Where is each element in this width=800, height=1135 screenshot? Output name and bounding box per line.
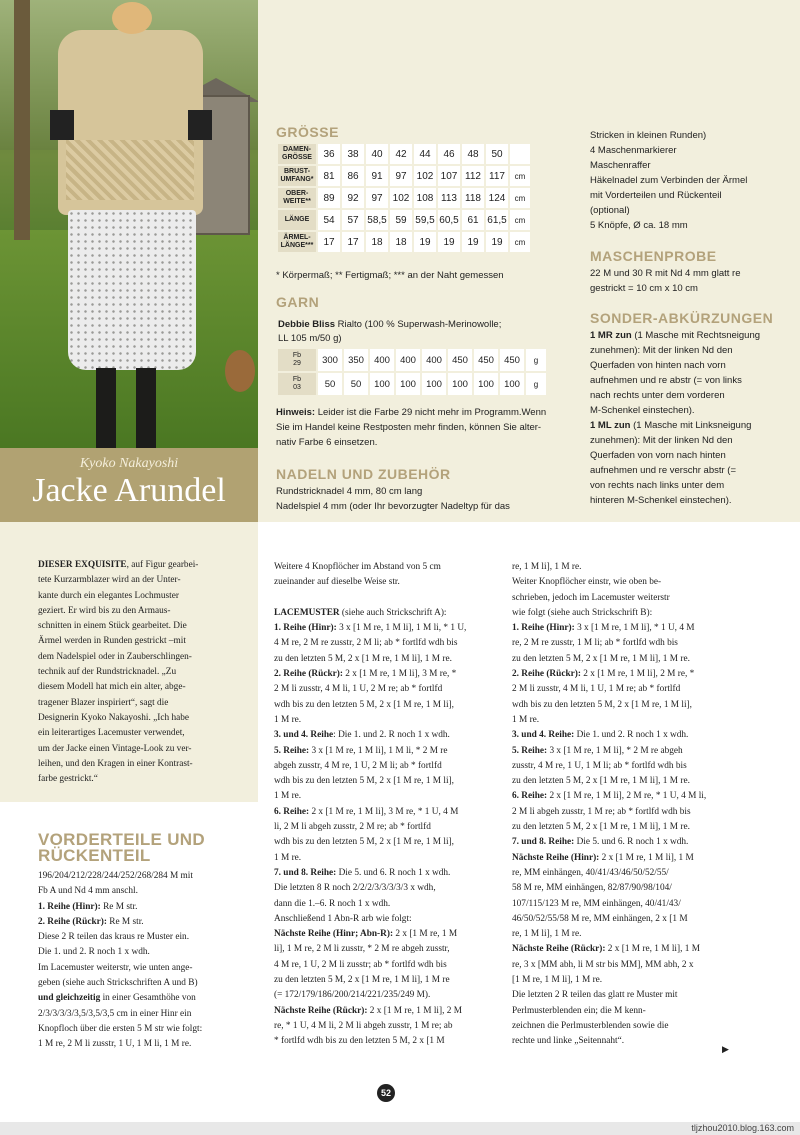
text-line: Weitere 4 Knopflöcher im Abstand von 5 cm — [274, 562, 441, 572]
table-cell: 117 — [486, 166, 508, 186]
table-cell: 48 — [462, 144, 484, 164]
gauge-heading: MASCHENPROBE — [590, 248, 717, 264]
text-line: leihen, und den Kragen in einer Kontrast- — [38, 758, 193, 769]
table-cell: 61,5 — [486, 210, 508, 230]
section-heading: VORDERTEILE UND RÜCKENTEIL — [38, 830, 205, 865]
table-row — [278, 166, 530, 186]
text-line: 3. und 4. Reihe: Die 1. und 2. R noch 1 x wdh. — [512, 730, 689, 741]
yarn-table — [276, 347, 548, 397]
unit-cell: cm — [510, 232, 530, 252]
text-line: Die 1. und 2. R noch 1 x wdh. — [38, 947, 150, 958]
row-label: ÄRMEL- LÄNGE*** — [278, 232, 316, 252]
table-cell: 300 — [318, 349, 342, 371]
text-line: zunehmen): Mit der linken Nd den — [590, 435, 733, 446]
table-cell: 124 — [486, 188, 508, 208]
needles-heading: NADELN UND ZUBEHÖR — [276, 466, 451, 482]
row-label: LÄNGE — [278, 210, 316, 230]
text-line: geziert. Er wird bis zu den Armaus- — [38, 605, 171, 616]
table-cell: 60,5 — [438, 210, 460, 230]
text-line: Knopfloch über die ersten 5 M str wie folgt: — [38, 1023, 203, 1034]
table-cell: 50 — [318, 373, 342, 395]
text-line: zueinander auf dieselbe Weise str. — [274, 577, 400, 588]
table-cell: 112 — [462, 166, 484, 186]
text-line: Nächste Reihe (Rückr): 2 x [1 M re, 1 M li], 2 M — [274, 1005, 462, 1016]
text-line: dem Nadelspiel oder in Zauberschlingen- — [38, 651, 192, 662]
table-cell: 81 — [318, 166, 340, 186]
unit-cell — [510, 144, 530, 164]
text-line: 3. und 4. Reihe: Die 1. und 2. R noch 1 x wdh. — [274, 730, 450, 741]
text-line: und gleichzeitig in einer Gesamthöhe von — [38, 993, 196, 1004]
table-cell: 61 — [462, 210, 484, 230]
table-cell: 57 — [342, 210, 364, 230]
text-line: zu den letzten 5 M, 2 x [1 M re, 1 M li], 1 M re. — [512, 776, 690, 787]
text-line: nach rechts unter dem vorderen — [590, 390, 725, 401]
text-line: 2. Reihe (Rückr): 2 x [1 M re, 1 M li], 3 M re, * — [274, 669, 457, 680]
table-cell: 450 — [500, 349, 524, 371]
text-line: zusstr, 4 M re, 1 U, 1 M li; ab * fortlfd wdh bis — [512, 760, 687, 771]
text-line: kante durch ein elegantes Lochmuster — [38, 590, 179, 601]
text-line: DIESER EXQUISITE, auf Figur gearbei- — [38, 560, 199, 570]
text-line: tragener Blazer inspiriert“, sagt die — [38, 697, 169, 708]
table-cell: 40 — [366, 144, 388, 164]
text-line: aufnehmen und re abstr (= von links — [590, 375, 742, 386]
text-line: 1 M re. — [274, 791, 302, 802]
text-line: aufnehmen und re verschr abstr (= — [590, 465, 737, 476]
title-box — [0, 448, 258, 522]
table-cell: 450 — [474, 349, 498, 371]
text-line: 1 M re, 2 M li zusstr, 1 U, 1 M li, 1 M re. — [38, 1039, 192, 1050]
text-line: Nächste Reihe (Hinr; Abn-R): 2 x [1 M re, 1 M — [274, 929, 458, 940]
lace-column — [274, 560, 466, 1050]
footer — [0, 1122, 800, 1135]
text-line: Diese 2 R teilen das kraus re Muster ein. — [38, 932, 190, 943]
text-line: farbe gestrickt.“ — [38, 774, 98, 785]
text-line — [274, 591, 466, 606]
table-row — [278, 373, 546, 395]
text-line: 6. Reihe: 2 x [1 M re, 1 M li], 3 M re, * 1 U, 4 M — [274, 806, 459, 817]
unit-cell: cm — [510, 188, 530, 208]
text-line: Nächste Reihe (Rückr): 2 x [1 M re, 1 M li], 1 M — [512, 944, 700, 955]
text-line: M-Schenkel einstechen). — [590, 405, 695, 416]
table-cell: 38 — [342, 144, 364, 164]
yarn-heading: GARN — [276, 294, 320, 310]
table-cell: 100 — [396, 373, 420, 395]
text-line: technik auf der Rundstricknadel. „Zu — [38, 667, 177, 678]
footer-credit: tljzhou2010.blog.163.com — [691, 1123, 794, 1133]
text-line: re, 1 M li], 1 M re. — [512, 562, 582, 572]
text-line: Nächste Reihe (Hinr): 2 x [1 M re, 1 M li], 1 M — [512, 852, 694, 863]
table-cell: 89 — [318, 188, 340, 208]
text-line: dann die 1.–6. R noch 1 x wdh. — [274, 898, 391, 909]
table-cell: 44 — [414, 144, 436, 164]
page-number: 52 — [377, 1084, 395, 1102]
table-row — [278, 232, 530, 252]
text-line: schnitten in einem Stück gearbeitet. Die — [38, 621, 187, 632]
table-cell: 58,5 — [366, 210, 388, 230]
text-line: zunehmen): Mit der linken Nd den — [590, 345, 733, 356]
text-line: 2 M li zusstr, 4 M li, 1 U, 1 M re; ab * fortlfd — [512, 684, 681, 695]
table-cell: 113 — [438, 188, 460, 208]
table-cell: 102 — [390, 188, 412, 208]
table-row — [278, 188, 530, 208]
text-line: zu den letzten 5 M, 2 x [1 M re, 1 M li], 1 M re. — [512, 822, 690, 833]
text-line: Im Lacemuster weiterstr, wie unten ange- — [38, 962, 193, 973]
table-cell: 108 — [414, 188, 436, 208]
text-line: wie folgt (siehe auch Strickschrift B): — [512, 607, 653, 618]
text-line: 2. Reihe (Rückr): Re M str. — [38, 916, 144, 927]
text-line: zeichnen die Perlmusterblenden sowie die — [512, 1020, 669, 1031]
unit-cell: g — [526, 373, 546, 395]
text-line: ein leiterartiges Lacemuster verwendet, — [38, 728, 185, 739]
section-text — [38, 869, 202, 1053]
text-line: 46/50/52/55/58 M re, MM einhängen, 2 x [1 M — [512, 913, 688, 924]
row-label: Fb 03 — [278, 373, 316, 395]
table-cell: 100 — [500, 373, 524, 395]
table-cell: 50 — [344, 373, 368, 395]
table-cell: 100 — [448, 373, 472, 395]
text-line: Querfaden von hinten nach vorn — [590, 360, 726, 371]
text-line: re, 2 M re zusstr, 1 M li; ab * fortlfd wdh bis — [512, 638, 678, 649]
table-cell: 54 — [318, 210, 340, 230]
text-line: Perlmusterblenden ein; die M kenn- — [512, 1005, 646, 1016]
table-cell: 100 — [422, 373, 446, 395]
text-line: zu den letzten 5 M, 2 x [1 M re, 1 M li], 1 M re. — [274, 653, 452, 664]
text-line: 7. und 8. Reihe: Die 5. und 6. R noch 1 x wdh. — [512, 837, 689, 848]
text-line: 5. Reihe: 3 x [1 M re, 1 M li], * 2 M re abgeh — [512, 745, 683, 756]
text-line: 2. Reihe (Rückr): 2 x [1 M re, 1 M li], 2 M re, * — [512, 669, 695, 680]
text-line: wdh bis zu den letzten 5 M, 2 x [1 M re, 1 M li], — [274, 776, 454, 787]
text-line: 1 ML zun (1 Masche mit Linksneigung — [590, 420, 752, 431]
row-label: BRUST- UMFANG* — [278, 166, 316, 186]
table-cell: 100 — [370, 373, 394, 395]
table-cell: 36 — [318, 144, 340, 164]
table-cell: 100 — [474, 373, 498, 395]
text-line: 1. Reihe (Hinr): 3 x [1 M re, 1 M li], 1 M li, * 1 U, — [274, 623, 467, 634]
text-line: re, MM einhängen, 40/41/43/46/50/52/55/ — [512, 867, 669, 878]
unit-cell: cm — [510, 166, 530, 186]
text-line: tete Kurzarmblazer wird an der Unter- — [38, 575, 181, 586]
table-row — [278, 210, 530, 230]
table-cell: 59 — [390, 210, 412, 230]
text-line: li, 2 M li abgeh zusstr, 2 M re; ab * fortlfd — [274, 822, 431, 833]
text-line: schrieben, jedoch im Lacemuster weiterstr — [512, 592, 670, 603]
table-cell: 400 — [396, 349, 420, 371]
text-line: 4 M re, 1 U, 2 M li zusstr; ab * fortlfd wdh bis — [274, 959, 447, 970]
needles-list: Rundstricknadel 4 mm, 80 cm lang Nadelspiel 4 mm (oder Ihr bevorzugter Nadeltyp für das — [276, 486, 510, 512]
text-line: 1 M re. — [274, 852, 302, 863]
text-line: * fortlfd wdh bis zu den letzten 5 M, 2 x [1 M — [274, 1036, 445, 1047]
text-line: Die letzten 2 R teilen das glatt re Muster mit — [512, 990, 678, 1001]
text-line: [1 M re, 1 M li], 1 M re. — [512, 975, 603, 986]
text-line: 1. Reihe (Hinr): 3 x [1 M re, 1 M li], * 1 U, 4 M — [512, 623, 695, 634]
table-cell: 97 — [390, 166, 412, 186]
yarn-brand: Debbie Bliss Rialto (100 % Superwash-Merinowolle; LL 105 m/50 g) — [278, 319, 502, 344]
text-line: Designerin Kyoko Nakayoshi. „Ich habe — [38, 712, 190, 723]
author-name: Kyoko Nakayoshi — [79, 456, 179, 471]
text-line: von rechts nach links unter dem — [590, 480, 725, 491]
text-line: wdh bis zu den letzten 5 M, 2 x [1 M re, 1 M li], — [274, 699, 454, 710]
text-line: re, * 1 U, 4 M li, 2 M li abgeh zusstr, 1 M re; ab — [274, 1020, 453, 1031]
text-line: 1 M re. — [512, 714, 540, 725]
text-line: zu den letzten 5 M, 2 x [1 M re, 1 M li], 1 M re. — [512, 653, 690, 664]
text-line: re, 1 M li], 1 M re. — [512, 929, 582, 940]
text-line: Anschließend 1 Abn-R arb wie folgt: — [274, 913, 412, 924]
unit-cell: g — [526, 349, 546, 371]
text-line: 2 M li zusstr, 4 M li, 1 U, 2 M re; ab * fortlfd — [274, 684, 443, 695]
table-cell: 18 — [366, 232, 388, 252]
text-line: diesem Modell hat mich ein alter, abge- — [38, 682, 186, 693]
text-line: 5. Reihe: 3 x [1 M re, 1 M li], 1 M li, * 2 M re — [274, 745, 448, 756]
table-cell: 118 — [462, 188, 484, 208]
text-line: Querfaden von vorn nach hinten — [590, 450, 726, 461]
yarn-hint: Hinweis: Leider ist die Farbe 29 nicht mehr im Programm.Wenn Sie im Handel keine Restposten mehr finden, können Sie alter- nativ Farbe 6 einsetzen. — [276, 407, 547, 448]
text-line: Fb A und Nd 4 mm anschl. — [38, 886, 138, 897]
abbrev-list — [590, 328, 760, 508]
row-label: DAMEN- GRÖSSE — [278, 144, 316, 164]
text-line: 1. Reihe (Hinr): Re M str. — [38, 901, 138, 912]
row-label: Fb 29 — [278, 349, 316, 371]
page-title: Jacke Arundel — [32, 472, 226, 509]
table-cell: 450 — [448, 349, 472, 371]
table-cell: 102 — [414, 166, 436, 186]
unit-cell: cm — [510, 210, 530, 230]
text-line: zu den letzten 5 M, 2 x [1 M re, 1 M li], 1 M re — [274, 975, 450, 986]
abbrev-heading: SONDER-ABKÜRZUNGEN — [590, 310, 774, 326]
table-cell: 17 — [342, 232, 364, 252]
text-line: Ärmel werden in Runden gestrickt –mit — [38, 636, 186, 647]
table-cell: 19 — [438, 232, 460, 252]
text-line: um der Jacke einen Vintage-Look zu ver- — [38, 743, 192, 754]
text-line: hinteren M-Schenkel einstechen). — [590, 495, 732, 506]
text-line: (= 172/179/186/200/214/221/235/249 M). — [274, 990, 431, 1001]
table-cell: 46 — [438, 144, 460, 164]
row-label: OBER- WEITE** — [278, 188, 316, 208]
text-line: li], 1 M re, 2 M li zusstr, * 2 M re abgeh zusstr, — [274, 944, 450, 955]
text-line: 7. und 8. Reihe: Die 5. und 6. R noch 1 x wdh. — [274, 867, 451, 878]
text-line: 2/3/3/3/3/3,5/3,5/3,5 cm in einer Hinr ein — [38, 1008, 192, 1019]
text-line: 107/115/123 M re, MM einhängen, 40/41/43/ — [512, 898, 681, 909]
text-line: geben (siehe auch Strickschriften A und B) — [38, 978, 198, 989]
table-cell: 400 — [370, 349, 394, 371]
table-cell: 97 — [366, 188, 388, 208]
text-line: re, 3 x [MM abh, li M str bis MM], MM abh, 2 x — [512, 959, 694, 970]
lace-column-b — [512, 560, 706, 1050]
size-table — [276, 142, 532, 254]
table-cell: 86 — [342, 166, 364, 186]
table-cell: 42 — [390, 144, 412, 164]
gauge-text: 22 M und 30 R mit Nd 4 mm glatt re gestrickt = 10 cm x 10 cm — [590, 268, 741, 294]
text-line: 4 M re, 2 M re zusstr, 2 M li; ab * fortlfd wdh bis — [274, 638, 458, 649]
table-cell: 18 — [390, 232, 412, 252]
text-line: LACEMUSTER (siehe auch Strickschrift A): — [274, 607, 447, 618]
text-line: 58 M re, MM einhängen, 82/87/90/98/104/ — [512, 883, 672, 894]
text-line: 2 M li abgeh zusstr, 1 M re; ab * fortlfd wdh bis — [512, 806, 691, 817]
table-cell: 92 — [342, 188, 364, 208]
text-line: 196/204/212/228/244/252/268/284 M mit — [38, 871, 193, 881]
table-cell: 400 — [422, 349, 446, 371]
table-cell: 19 — [462, 232, 484, 252]
table-row — [278, 144, 530, 164]
materials-list: Stricken in kleinen Runden) 4 Maschenmarkierer Maschenraffer Häkelnadel zum Verbinden der Ärmel mit Vorderteilen und Rückenteil (optional) 5 Knöpfe, Ø ca. 18 mm — [590, 130, 748, 231]
text-line: 6. Reihe: 2 x [1 M re, 1 M li], 2 M re, * 1 U, 4 M li, — [512, 791, 707, 802]
table-cell: 19 — [486, 232, 508, 252]
text-line: Die letzten 8 R noch 2/2/2/3/3/3/3/3 x wdh, — [274, 883, 436, 894]
table-cell: 91 — [366, 166, 388, 186]
text-line: Weiter Knopflöcher einstr, wie oben be- — [512, 577, 662, 588]
text-line: wdh bis zu den letzten 5 M, 2 x [1 M re, 1 M li], — [512, 699, 692, 710]
table-cell: 107 — [438, 166, 460, 186]
table-cell: 17 — [318, 232, 340, 252]
text-line: 1 M re. — [274, 714, 302, 725]
text-line: wdh bis zu den letzten 5 M, 2 x [1 M re, 1 M li], — [274, 837, 454, 848]
continue-arrow-icon: ▶ — [722, 1044, 729, 1054]
size-footnote: * Körpermaß; ** Fertigmaß; *** an der Naht gemessen — [276, 270, 504, 281]
table-cell: 50 — [486, 144, 508, 164]
table-cell: 350 — [344, 349, 368, 371]
intro-box — [0, 522, 258, 802]
text-line: abgeh zusstr, 4 M re, 1 U, 2 M li; ab * fortlfd — [274, 760, 442, 771]
table-cell: 19 — [414, 232, 436, 252]
size-heading: GRÖSSE — [276, 124, 339, 140]
text-line: rechte und linke „Seitennaht“. — [512, 1036, 625, 1047]
model-photo — [0, 0, 258, 448]
table-cell: 59,5 — [414, 210, 436, 230]
text-line: 1 MR zun (1 Masche mit Rechtsneigung — [590, 330, 761, 341]
table-row — [278, 349, 546, 371]
